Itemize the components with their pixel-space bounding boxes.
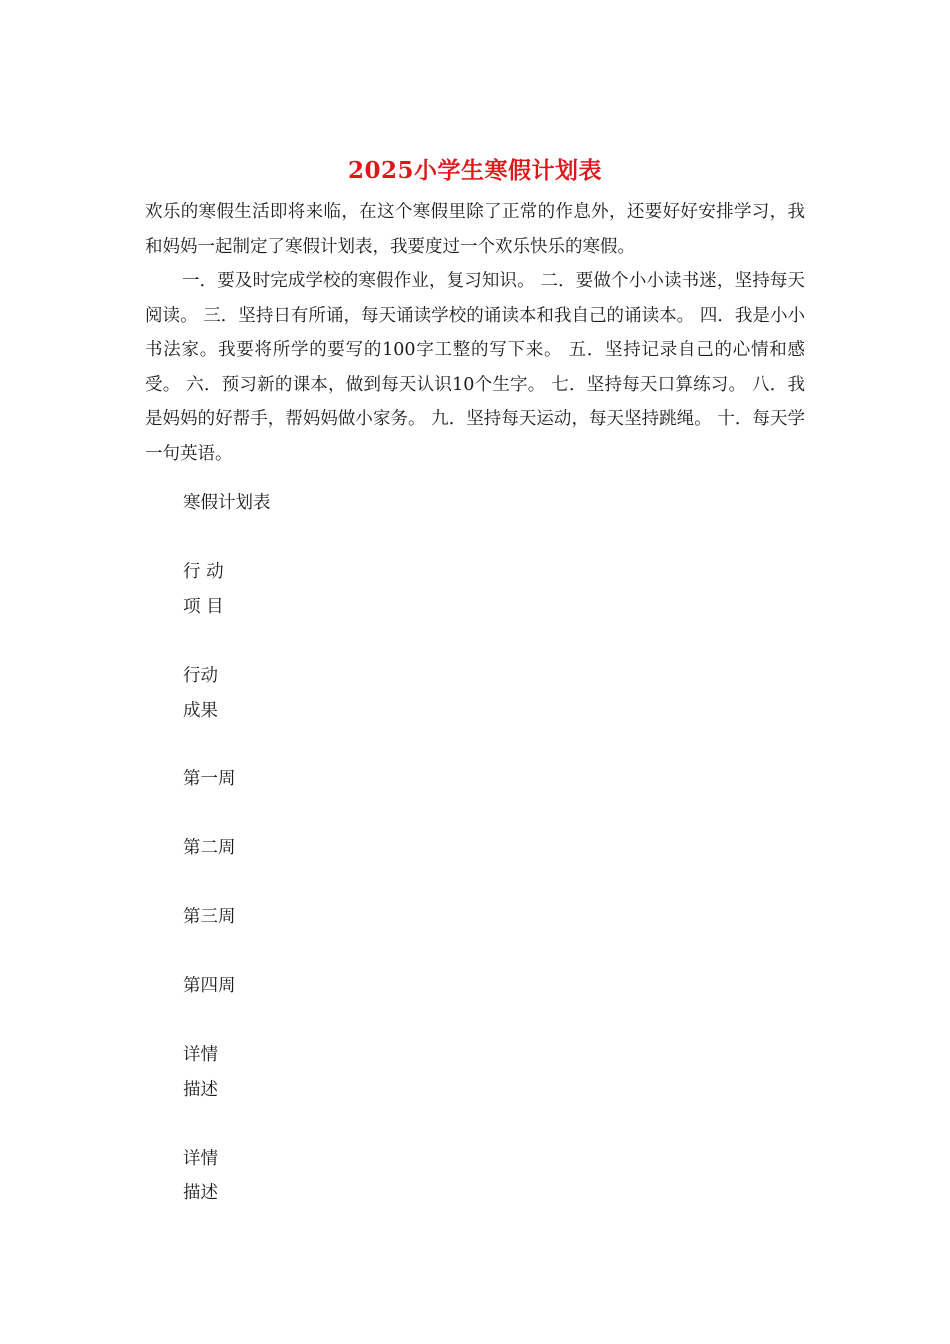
intro-paragraph: 欢乐的寒假生活即将来临，在这个寒假里除了正常的作息外，还要好好安排学习，我和妈妈一起制定了寒假计划表，我要度过一个欢乐快乐的寒假。: [145, 202, 805, 257]
plan-items-paragraph: 一．要及时完成学校的寒假作业，复习知识。 二．要做个小小读书迷，坚持每天阅读。 三．坚持日有所诵，每天诵读学校的诵读本和我自己的诵读本。 四．我是小小书法家。我要将所学的要写的100字工整的写下来。 五．坚持记录自己的心情和感受。 六．预习新的课本，做到每天认识10个生字。 七．坚持每天口算练习。 八．我是妈妈的好帮手，帮妈妈做小家务。 九．坚持每天运动，每天坚持跳绳。 十．每天学一句英语。: [145, 271, 805, 464]
week-4-label: 第四周: [183, 976, 236, 996]
detail-1-line-2: 描述: [183, 1080, 218, 1100]
header-result-line-2: 成果: [183, 701, 218, 721]
detail-1-line-1: 详情: [183, 1045, 218, 1065]
detail-2-line-2: 描述: [183, 1183, 218, 1203]
header-result-line-1: 行动: [183, 666, 218, 686]
header-action-line-2: 项 目: [183, 597, 224, 617]
week-2-label: 第二周: [183, 838, 236, 858]
header-action-line-1: 行 动: [183, 562, 224, 582]
week-3-label: 第三周: [183, 907, 236, 927]
detail-2-line-1: 详情: [183, 1149, 218, 1169]
table-title: 寒假计划表: [183, 493, 271, 513]
week-1-label: 第一周: [183, 769, 236, 789]
document-title: 2025小学生寒假计划表: [347, 157, 602, 184]
